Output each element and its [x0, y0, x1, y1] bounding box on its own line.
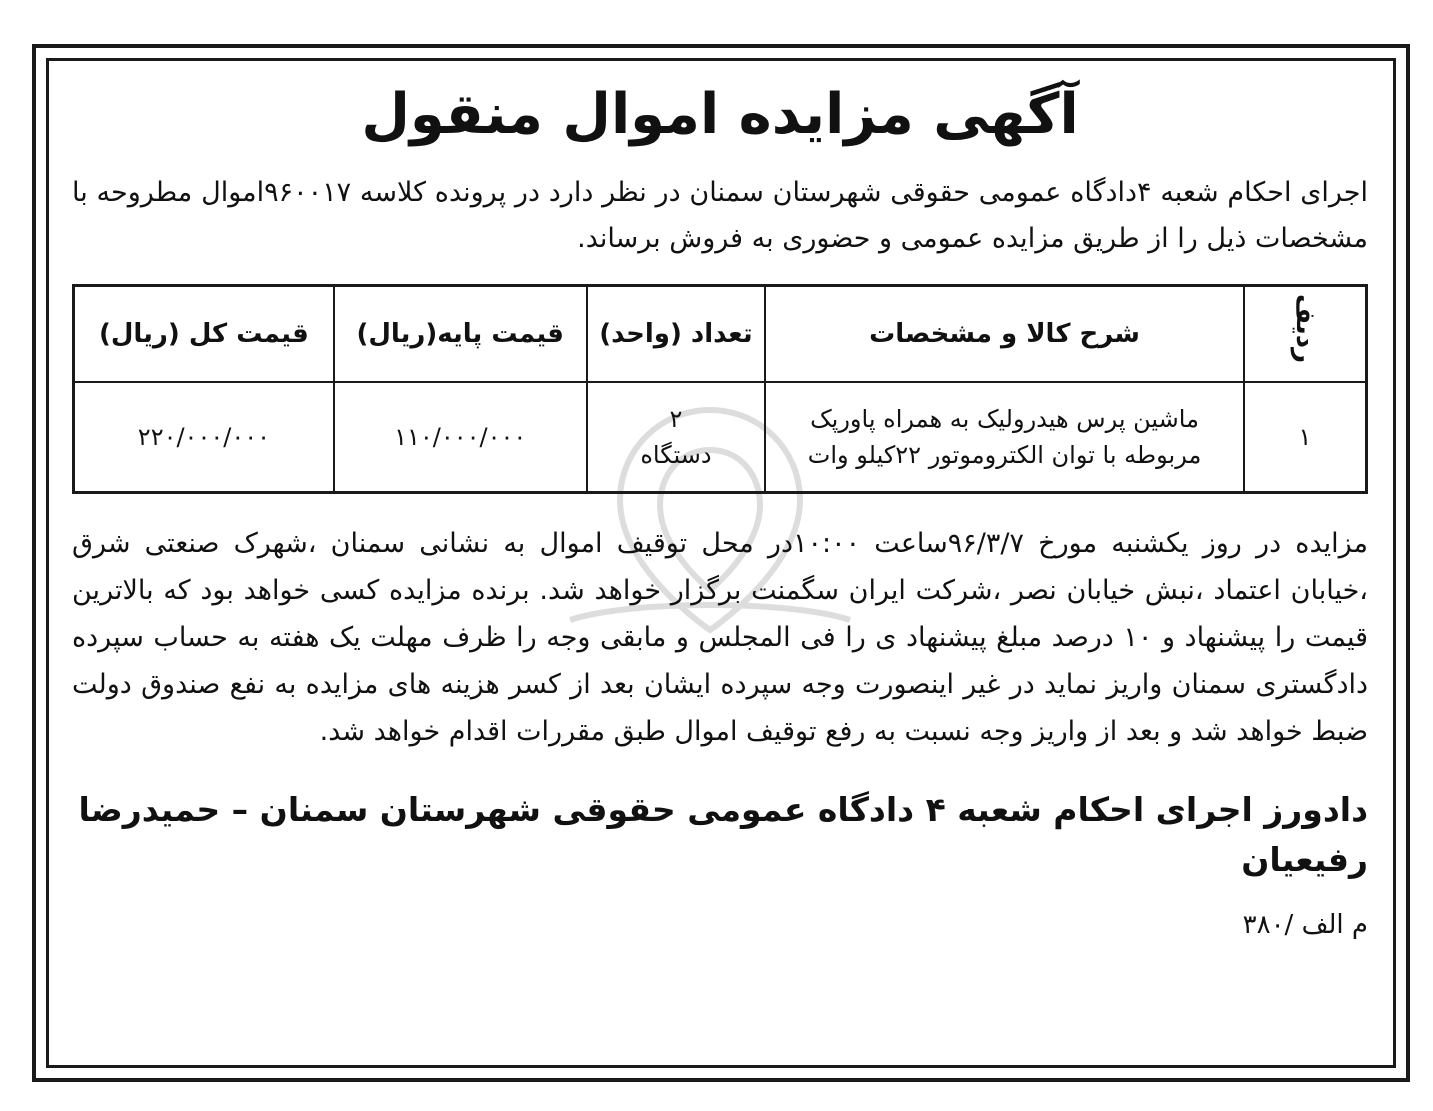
header-quantity: تعداد (واحد) — [587, 286, 766, 383]
header-description: شرح کالا و مشخصات — [765, 286, 1244, 383]
notice-content — [72, 60, 1368, 945]
signature-line: دادورز اجرای احکام شعبه ۴ دادگاه عمومی حقوقی شهرستان سمنان – حمیدرضا رفیعیان — [78, 790, 1368, 879]
cell-row-number: ۱ — [1244, 382, 1367, 493]
quantity-value: ۲ — [669, 405, 683, 433]
reference-number: م الف /۳۸۰ — [1242, 910, 1368, 940]
cell-quantity — [587, 382, 766, 493]
header-row-number — [1244, 286, 1367, 383]
table-row — [74, 382, 1367, 493]
cell-total-price: ۲۲۰/۰۰۰/۰۰۰ — [74, 382, 334, 493]
intro-paragraph: اجرای احکام شعبه ۴دادگاه عمومی حقوقی شهرستان سمنان در نظر دارد در پرونده کلاسه ۹۶۰۰۱۷اموال مطروحه با مشخصات ذیل را از طریق مزایده عمومی و حضوری به فروش برساند. — [72, 177, 1368, 254]
cell-base-price: ۱۱۰/۰۰۰/۰۰۰ — [334, 382, 587, 493]
header-row-label: ردیف — [1289, 294, 1320, 364]
items-table — [72, 284, 1368, 494]
notice-title: آگهی مزایده اموال منقول — [361, 82, 1079, 147]
auction-details-paragraph: مزایده در روز یکشنبه مورخ ۹۶/۳/۷ساعت ۱۰:۰۰در محل توقیف اموال به نشانی سمنان ،شهرک صنعتی شرق ،خیابان اعتماد ،نبش خیابان نصر ،شرکت ایران سگمنت برگزار خواهد شد. برنده مزایده کسی خواهد بود که بالاترین قیمت را پیشنهاد و ۱۰ درصد مبلغ پیشنهاد ی را فی المجلس و مابقی وجه را ظرف مهلت یک هفته به حساب سپرده دادگستری سمنان واریز نماید در غیر اینصورت وجه سپرده ایشان بعد از کسر هزینه های مزایده به نفع صندوق دولت ضبط خواهد شد و بعد از واریز وجه نسبت به رفع توقیف اموال طبق مقررات اقدام خواهد شد. — [72, 528, 1368, 747]
table-header-row — [74, 286, 1367, 383]
quantity-unit: دستگاه — [640, 441, 712, 469]
header-base-price: قیمت پایه(ریال) — [334, 286, 587, 383]
cell-description: ماشین پرس هیدرولیک به همراه پاورپک مربوطه با توان الکتروموتور ۲۲کیلو وات — [765, 382, 1244, 493]
header-total-price: قیمت کل (ریال) — [74, 286, 334, 383]
